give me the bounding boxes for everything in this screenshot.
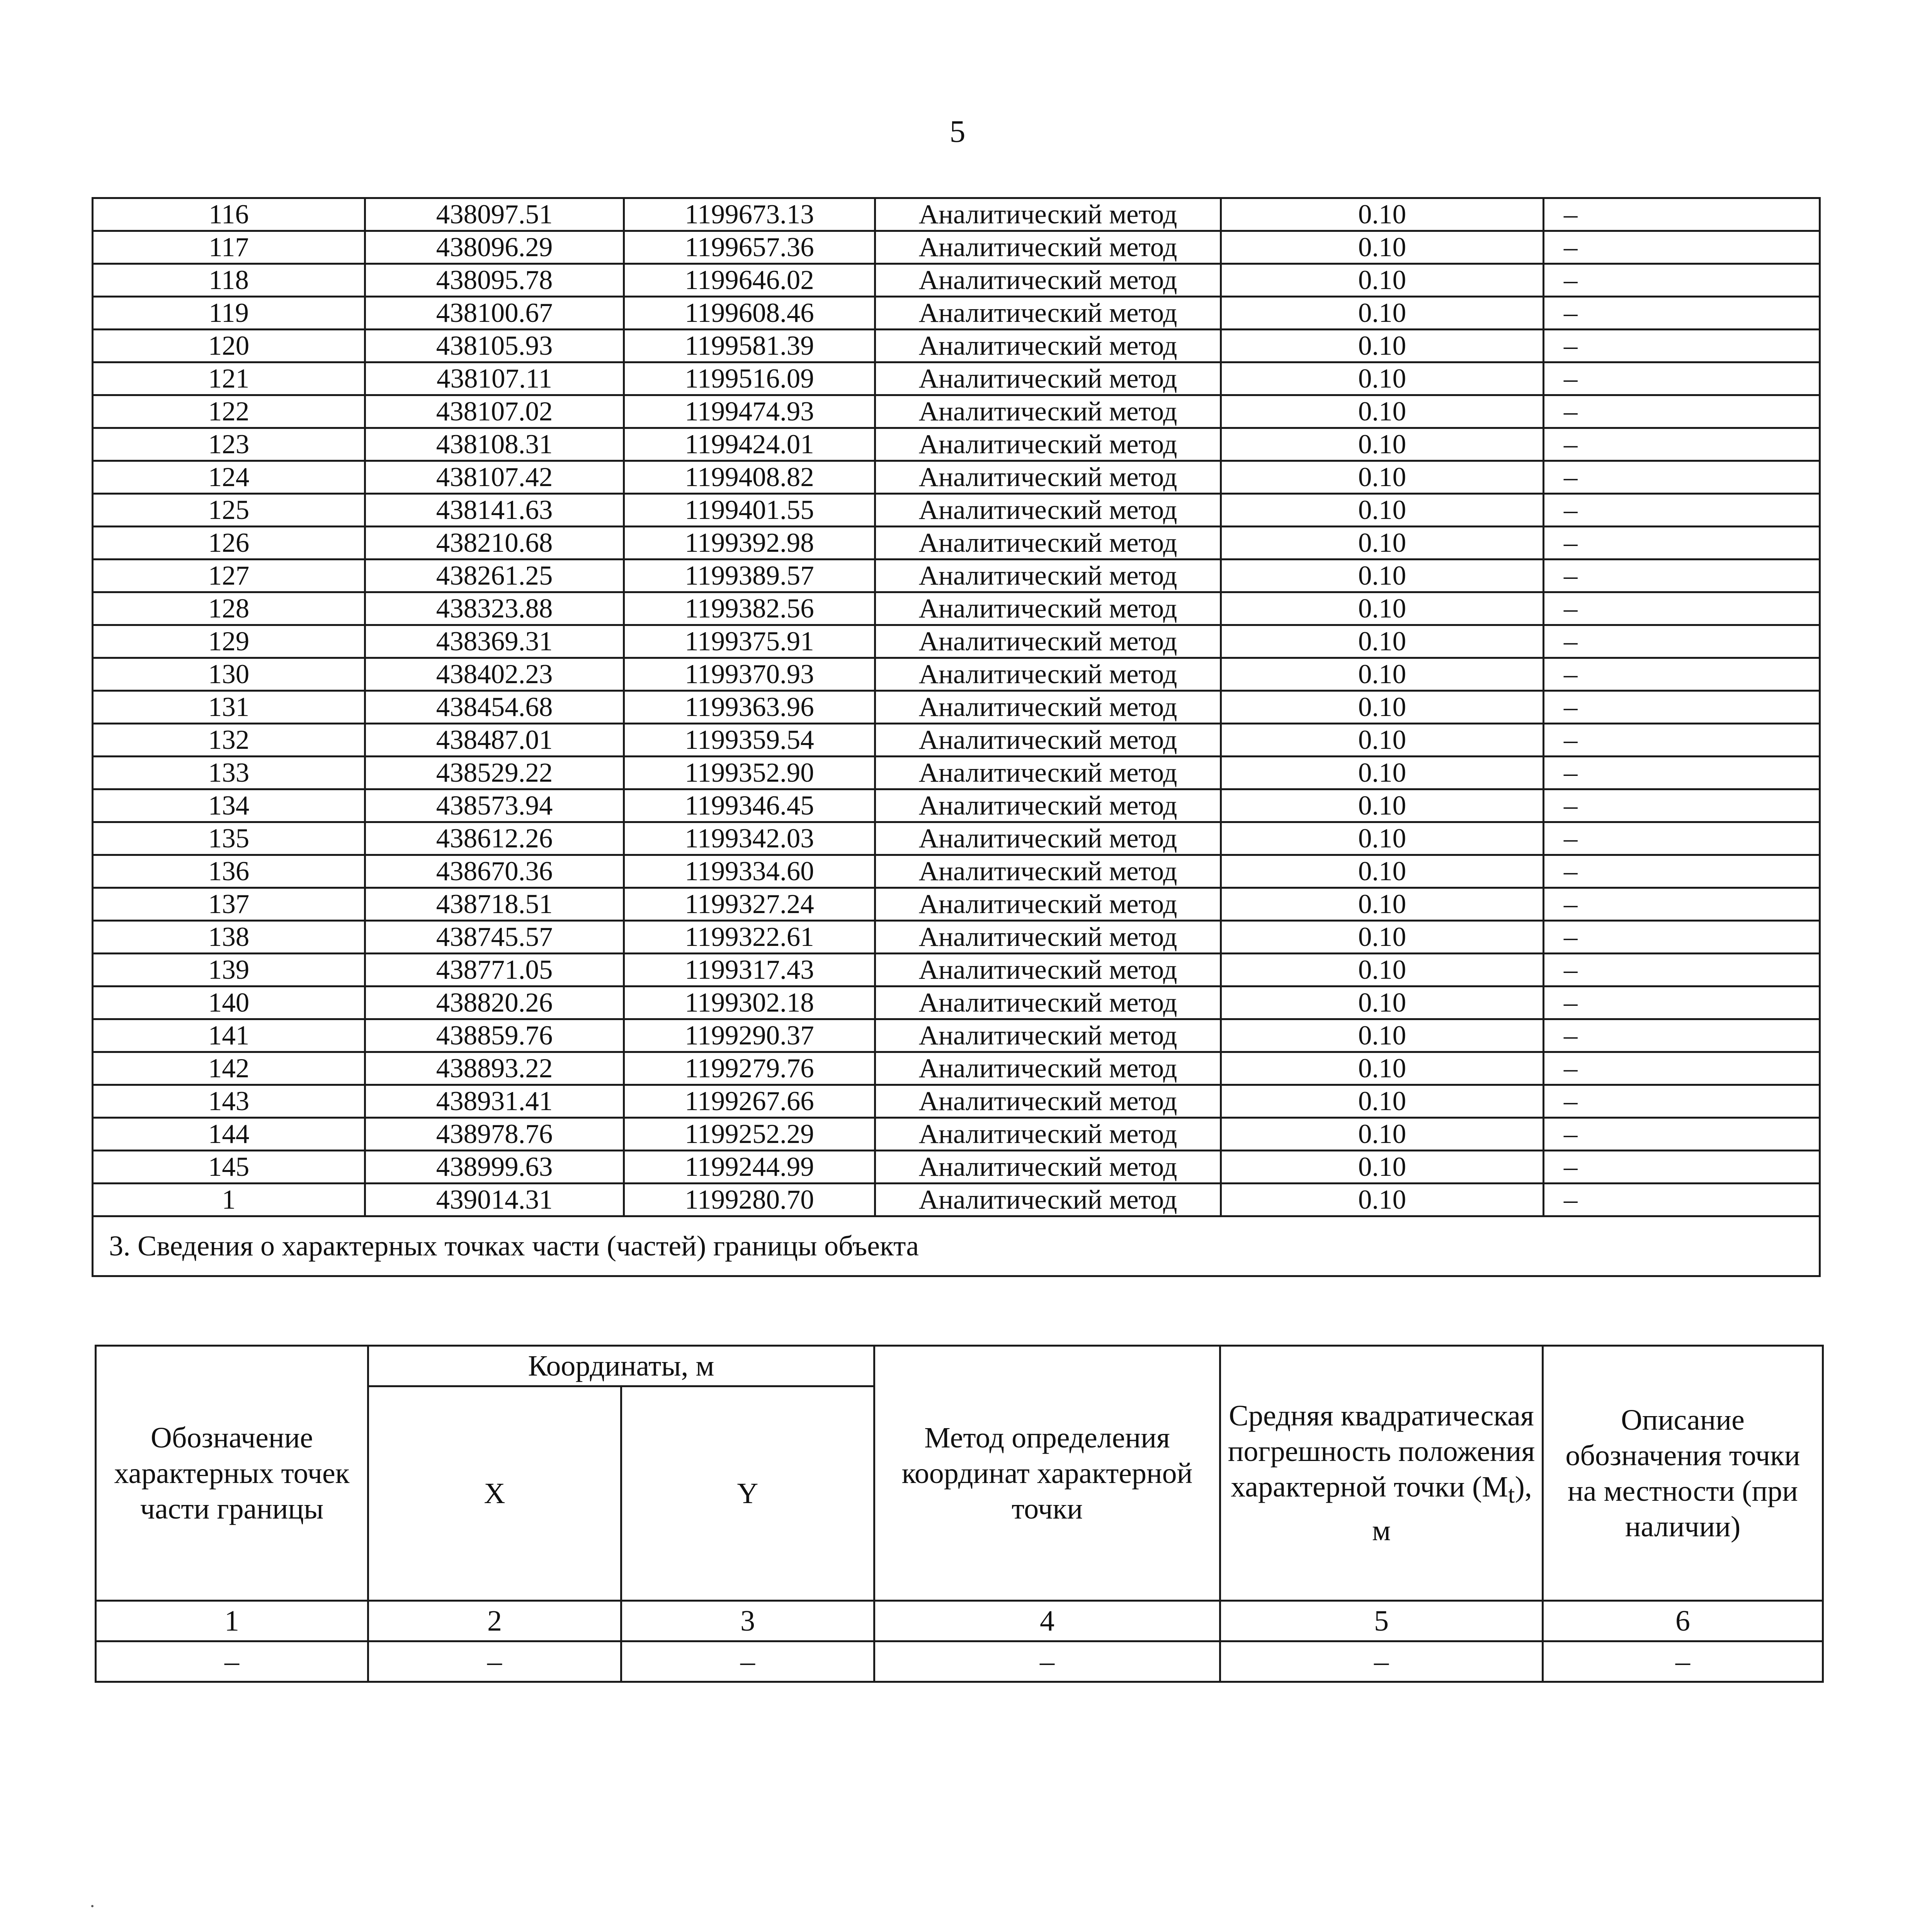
- cell-coord-y: 1199392.98: [624, 527, 875, 560]
- cell-coord-x: 438820.26: [365, 986, 624, 1019]
- table-row: [93, 855, 1820, 888]
- cell-point-number: 118: [93, 264, 365, 297]
- table-row: [93, 330, 1820, 362]
- table-row: [93, 198, 1820, 231]
- cell-description: –: [1544, 198, 1820, 231]
- table-row: [93, 1151, 1820, 1184]
- cell-coord-y: 1199280.70: [624, 1184, 875, 1216]
- cell-coord-y: 1199608.46: [624, 297, 875, 330]
- cell-coord-x: 438097.51: [365, 198, 624, 231]
- cell-method: Аналитический метод: [875, 494, 1221, 527]
- cell-coord-x: 438369.31: [365, 625, 624, 658]
- cell-error: 0.10: [1221, 757, 1544, 789]
- header-method: Метод определения координат характерной точки: [874, 1346, 1220, 1601]
- cell-empty: –: [368, 1641, 621, 1682]
- header-error: [1220, 1346, 1543, 1601]
- cell-method: Аналитический метод: [875, 625, 1221, 658]
- cell-method: Аналитический метод: [875, 231, 1221, 264]
- cell-coord-x: 438261.25: [365, 560, 624, 592]
- cell-coord-y: 1199401.55: [624, 494, 875, 527]
- cell-coord-x: 438141.63: [365, 494, 624, 527]
- cell-error: 0.10: [1221, 789, 1544, 822]
- table-row: [93, 527, 1820, 560]
- cell-error: 0.10: [1221, 691, 1544, 724]
- cell-coord-x: 438100.67: [365, 297, 624, 330]
- cell-method: Аналитический метод: [875, 527, 1221, 560]
- cell-coord-y: 1199302.18: [624, 986, 875, 1019]
- cell-coord-x: 438107.02: [365, 395, 624, 428]
- cell-coord-x: 438612.26: [365, 822, 624, 855]
- cell-method: Аналитический метод: [875, 986, 1221, 1019]
- cell-error: 0.10: [1221, 428, 1544, 461]
- cell-error: 0.10: [1221, 822, 1544, 855]
- table-row: [93, 625, 1820, 658]
- cell-description: –: [1544, 1184, 1820, 1216]
- cell-error: 0.10: [1221, 921, 1544, 954]
- cell-error: 0.10: [1221, 1052, 1544, 1085]
- cell-description: –: [1544, 1118, 1820, 1151]
- cell-method: Аналитический метод: [875, 921, 1221, 954]
- cell-error: 0.10: [1221, 658, 1544, 691]
- header-designation: Обозначение характерных точек части границы: [96, 1346, 368, 1601]
- table-row: [93, 724, 1820, 757]
- cell-coord-x: 438095.78: [365, 264, 624, 297]
- cell-method: Аналитический метод: [875, 954, 1221, 986]
- table-row: [93, 592, 1820, 625]
- cell-point-number: 137: [93, 888, 365, 921]
- cell-coord-y: 1199342.03: [624, 822, 875, 855]
- cell-empty: –: [621, 1641, 874, 1682]
- cell-coord-y: 1199382.56: [624, 592, 875, 625]
- cell-description: –: [1544, 789, 1820, 822]
- boundary-points-body: [93, 198, 1820, 1216]
- cell-point-number: 117: [93, 231, 365, 264]
- cell-method: Аналитический метод: [875, 1151, 1221, 1184]
- table-row: [93, 231, 1820, 264]
- cell-description: –: [1544, 855, 1820, 888]
- cell-error: 0.10: [1221, 724, 1544, 757]
- cell-coord-y: 1199516.09: [624, 362, 875, 395]
- cell-coord-y: 1199279.76: [624, 1052, 875, 1085]
- cell-error: 0.10: [1221, 1118, 1544, 1151]
- cell-coord-y: 1199290.37: [624, 1019, 875, 1052]
- cell-coord-x: 438402.23: [365, 658, 624, 691]
- cell-description: –: [1544, 1085, 1820, 1118]
- cell-description: –: [1544, 297, 1820, 330]
- header-error-main: Средняя квадратическая погрешность положения характерной точки (M: [1228, 1400, 1535, 1503]
- cell-description: –: [1544, 461, 1820, 494]
- header-row-1: [96, 1346, 1823, 1386]
- cell-coord-y: 1199317.43: [624, 954, 875, 986]
- cell-coord-y: 1199408.82: [624, 461, 875, 494]
- cell-point-number: 126: [93, 527, 365, 560]
- cell-coord-y: 1199267.66: [624, 1085, 875, 1118]
- cell-description: –: [1544, 724, 1820, 757]
- cell-point-number: 119: [93, 297, 365, 330]
- column-number: 5: [1220, 1601, 1543, 1641]
- cell-description: –: [1544, 592, 1820, 625]
- part-points-body: [96, 1641, 1823, 1682]
- header-coordinates: Координаты, м: [368, 1346, 874, 1386]
- cell-method: Аналитический метод: [875, 1118, 1221, 1151]
- cell-coord-y: 1199359.54: [624, 724, 875, 757]
- cell-error: 0.10: [1221, 625, 1544, 658]
- cell-coord-y: 1199673.13: [624, 198, 875, 231]
- cell-point-number: 143: [93, 1085, 365, 1118]
- cell-description: –: [1544, 428, 1820, 461]
- cell-coord-y: 1199334.60: [624, 855, 875, 888]
- column-number: 2: [368, 1601, 621, 1641]
- table-row: [93, 757, 1820, 789]
- cell-coord-y: 1199581.39: [624, 330, 875, 362]
- cell-point-number: 116: [93, 198, 365, 231]
- table-row: [93, 428, 1820, 461]
- cell-description: –: [1544, 625, 1820, 658]
- cell-method: Аналитический метод: [875, 264, 1221, 297]
- cell-coord-x: 438931.41: [365, 1085, 624, 1118]
- cell-error: 0.10: [1221, 1019, 1544, 1052]
- table-row: [93, 658, 1820, 691]
- page-number: 5: [949, 114, 966, 149]
- cell-coord-y: 1199424.01: [624, 428, 875, 461]
- cell-coord-x: 438210.68: [365, 527, 624, 560]
- cell-method: Аналитический метод: [875, 428, 1221, 461]
- cell-method: Аналитический метод: [875, 822, 1221, 855]
- cell-point-number: 130: [93, 658, 365, 691]
- cell-description: –: [1544, 330, 1820, 362]
- cell-method: Аналитический метод: [875, 757, 1221, 789]
- cell-error: 0.10: [1221, 592, 1544, 625]
- cell-method: Аналитический метод: [875, 395, 1221, 428]
- cell-description: –: [1544, 954, 1820, 986]
- cell-description: –: [1544, 691, 1820, 724]
- cell-coord-x: 438573.94: [365, 789, 624, 822]
- cell-coord-x: 438107.42: [365, 461, 624, 494]
- cell-error: 0.10: [1221, 954, 1544, 986]
- cell-empty: –: [874, 1641, 1220, 1682]
- cell-method: Аналитический метод: [875, 658, 1221, 691]
- cell-error: 0.10: [1221, 560, 1544, 592]
- cell-coord-x: 438107.11: [365, 362, 624, 395]
- cell-description: –: [1544, 822, 1820, 855]
- cell-coord-x: 438718.51: [365, 888, 624, 921]
- table-row: [93, 1019, 1820, 1052]
- cell-method: Аналитический метод: [875, 1184, 1221, 1216]
- table-row: [93, 888, 1820, 921]
- cell-empty: –: [1220, 1641, 1543, 1682]
- cell-coord-y: 1199646.02: [624, 264, 875, 297]
- cell-error: 0.10: [1221, 198, 1544, 231]
- cell-description: –: [1544, 757, 1820, 789]
- cell-point-number: 141: [93, 1019, 365, 1052]
- cell-coord-y: 1199657.36: [624, 231, 875, 264]
- table-row: [93, 1052, 1820, 1085]
- cell-method: Аналитический метод: [875, 1085, 1221, 1118]
- cell-error: 0.10: [1221, 264, 1544, 297]
- cell-coord-y: 1199389.57: [624, 560, 875, 592]
- cell-point-number: 138: [93, 921, 365, 954]
- cell-point-number: 132: [93, 724, 365, 757]
- cell-description: –: [1544, 527, 1820, 560]
- cell-point-number: 129: [93, 625, 365, 658]
- cell-error: 0.10: [1221, 1085, 1544, 1118]
- cell-description: –: [1544, 560, 1820, 592]
- cell-error: 0.10: [1221, 986, 1544, 1019]
- cell-coord-x: 438096.29: [365, 231, 624, 264]
- cell-error: 0.10: [1221, 330, 1544, 362]
- cell-method: Аналитический метод: [875, 724, 1221, 757]
- cell-point-number: 124: [93, 461, 365, 494]
- cell-coord-y: 1199327.24: [624, 888, 875, 921]
- cell-coord-x: 438670.36: [365, 855, 624, 888]
- table-row: [93, 494, 1820, 527]
- cell-coord-x: 438323.88: [365, 592, 624, 625]
- cell-description: –: [1544, 986, 1820, 1019]
- cell-coord-y: 1199375.91: [624, 625, 875, 658]
- table-row: [93, 395, 1820, 428]
- cell-coord-y: 1199244.99: [624, 1151, 875, 1184]
- cell-method: Аналитический метод: [875, 691, 1221, 724]
- cell-description: –: [1544, 1052, 1820, 1085]
- cell-coord-y: 1199322.61: [624, 921, 875, 954]
- cell-description: –: [1544, 1019, 1820, 1052]
- table-row: [93, 1184, 1820, 1216]
- section-title-row: [93, 1216, 1820, 1276]
- table-row: [93, 921, 1820, 954]
- cell-point-number: 1: [93, 1184, 365, 1216]
- cell-error: 0.10: [1221, 888, 1544, 921]
- cell-error: 0.10: [1221, 527, 1544, 560]
- cell-point-number: 144: [93, 1118, 365, 1151]
- cell-description: –: [1544, 1151, 1820, 1184]
- cell-empty: –: [96, 1641, 368, 1682]
- cell-empty: –: [1543, 1641, 1823, 1682]
- cell-point-number: 142: [93, 1052, 365, 1085]
- cell-description: –: [1544, 362, 1820, 395]
- table-row: [93, 461, 1820, 494]
- cell-coord-x: 438893.22: [365, 1052, 624, 1085]
- cell-method: Аналитический метод: [875, 297, 1221, 330]
- table-row: [93, 297, 1820, 330]
- cell-point-number: 123: [93, 428, 365, 461]
- cell-coord-x: 438978.76: [365, 1118, 624, 1151]
- cell-point-number: 139: [93, 954, 365, 986]
- cell-point-number: 120: [93, 330, 365, 362]
- cell-method: Аналитический метод: [875, 362, 1221, 395]
- table-row: [93, 1085, 1820, 1118]
- header-description: Описание обозначения точки на местности (при наличии): [1543, 1346, 1823, 1601]
- cell-method: Аналитический метод: [875, 888, 1221, 921]
- column-numbers-row: [96, 1601, 1823, 1641]
- cell-point-number: 127: [93, 560, 365, 592]
- column-number: 4: [874, 1601, 1220, 1641]
- cell-error: 0.10: [1221, 855, 1544, 888]
- cell-coord-y: 1199252.29: [624, 1118, 875, 1151]
- boundary-points-table: [92, 197, 1821, 1277]
- cell-error: 0.10: [1221, 362, 1544, 395]
- header-error-sub: t: [1508, 1481, 1515, 1509]
- cell-point-number: 135: [93, 822, 365, 855]
- cell-description: –: [1544, 264, 1820, 297]
- cell-point-number: 140: [93, 986, 365, 1019]
- cell-coord-y: 1199370.93: [624, 658, 875, 691]
- cell-method: Аналитический метод: [875, 855, 1221, 888]
- cell-point-number: 136: [93, 855, 365, 888]
- header-error-tail: ), м: [1372, 1471, 1532, 1547]
- cell-error: 0.10: [1221, 494, 1544, 527]
- table-row: [93, 1118, 1820, 1151]
- cell-method: Аналитический метод: [875, 198, 1221, 231]
- table-row: [93, 560, 1820, 592]
- cell-method: Аналитический метод: [875, 560, 1221, 592]
- table-row: [93, 789, 1820, 822]
- cell-error: 0.10: [1221, 1184, 1544, 1216]
- cell-error: 0.10: [1221, 231, 1544, 264]
- cell-point-number: 125: [93, 494, 365, 527]
- cell-coord-x: 438105.93: [365, 330, 624, 362]
- cell-coord-x: 438108.31: [365, 428, 624, 461]
- cell-coord-x: 438487.01: [365, 724, 624, 757]
- cell-coord-y: 1199352.90: [624, 757, 875, 789]
- cell-method: Аналитический метод: [875, 1052, 1221, 1085]
- cell-coord-y: 1199363.96: [624, 691, 875, 724]
- cell-point-number: 133: [93, 757, 365, 789]
- cell-coord-x: 438859.76: [365, 1019, 624, 1052]
- table-row: [93, 264, 1820, 297]
- cell-point-number: 145: [93, 1151, 365, 1184]
- table-row: [96, 1641, 1823, 1682]
- part-points-table: [95, 1345, 1824, 1683]
- cell-coord-x: 438529.22: [365, 757, 624, 789]
- table-row: [93, 362, 1820, 395]
- column-number: 6: [1543, 1601, 1823, 1641]
- cell-error: 0.10: [1221, 395, 1544, 428]
- cell-coord-y: 1199346.45: [624, 789, 875, 822]
- cell-method: Аналитический метод: [875, 592, 1221, 625]
- cell-description: –: [1544, 658, 1820, 691]
- cell-description: –: [1544, 888, 1820, 921]
- cell-description: –: [1544, 395, 1820, 428]
- cell-coord-x: 438745.57: [365, 921, 624, 954]
- cell-method: Аналитический метод: [875, 789, 1221, 822]
- cell-point-number: 134: [93, 789, 365, 822]
- cell-coord-x: 438999.63: [365, 1151, 624, 1184]
- cell-method: Аналитический метод: [875, 1019, 1221, 1052]
- cell-method: Аналитический метод: [875, 330, 1221, 362]
- table-row: [93, 691, 1820, 724]
- cell-point-number: 128: [93, 592, 365, 625]
- cell-coord-x: 438454.68: [365, 691, 624, 724]
- column-number: 3: [621, 1601, 874, 1641]
- scan-speck: [91, 1905, 94, 1907]
- cell-description: –: [1544, 231, 1820, 264]
- cell-coord-x: 438771.05: [365, 954, 624, 986]
- cell-coord-y: 1199474.93: [624, 395, 875, 428]
- cell-error: 0.10: [1221, 297, 1544, 330]
- header-x: X: [368, 1386, 621, 1601]
- table-row: [93, 954, 1820, 986]
- cell-coord-x: 439014.31: [365, 1184, 624, 1216]
- cell-point-number: 131: [93, 691, 365, 724]
- cell-method: Аналитический метод: [875, 461, 1221, 494]
- column-number: 1: [96, 1601, 368, 1641]
- cell-error: 0.10: [1221, 1151, 1544, 1184]
- header-y: Y: [621, 1386, 874, 1601]
- section-title: 3. Сведения о характерных точках части (частей) границы объекта: [93, 1216, 1820, 1276]
- cell-description: –: [1544, 921, 1820, 954]
- table-row: [93, 822, 1820, 855]
- cell-description: –: [1544, 494, 1820, 527]
- cell-error: 0.10: [1221, 461, 1544, 494]
- cell-point-number: 121: [93, 362, 365, 395]
- cell-point-number: 122: [93, 395, 365, 428]
- table-row: [93, 986, 1820, 1019]
